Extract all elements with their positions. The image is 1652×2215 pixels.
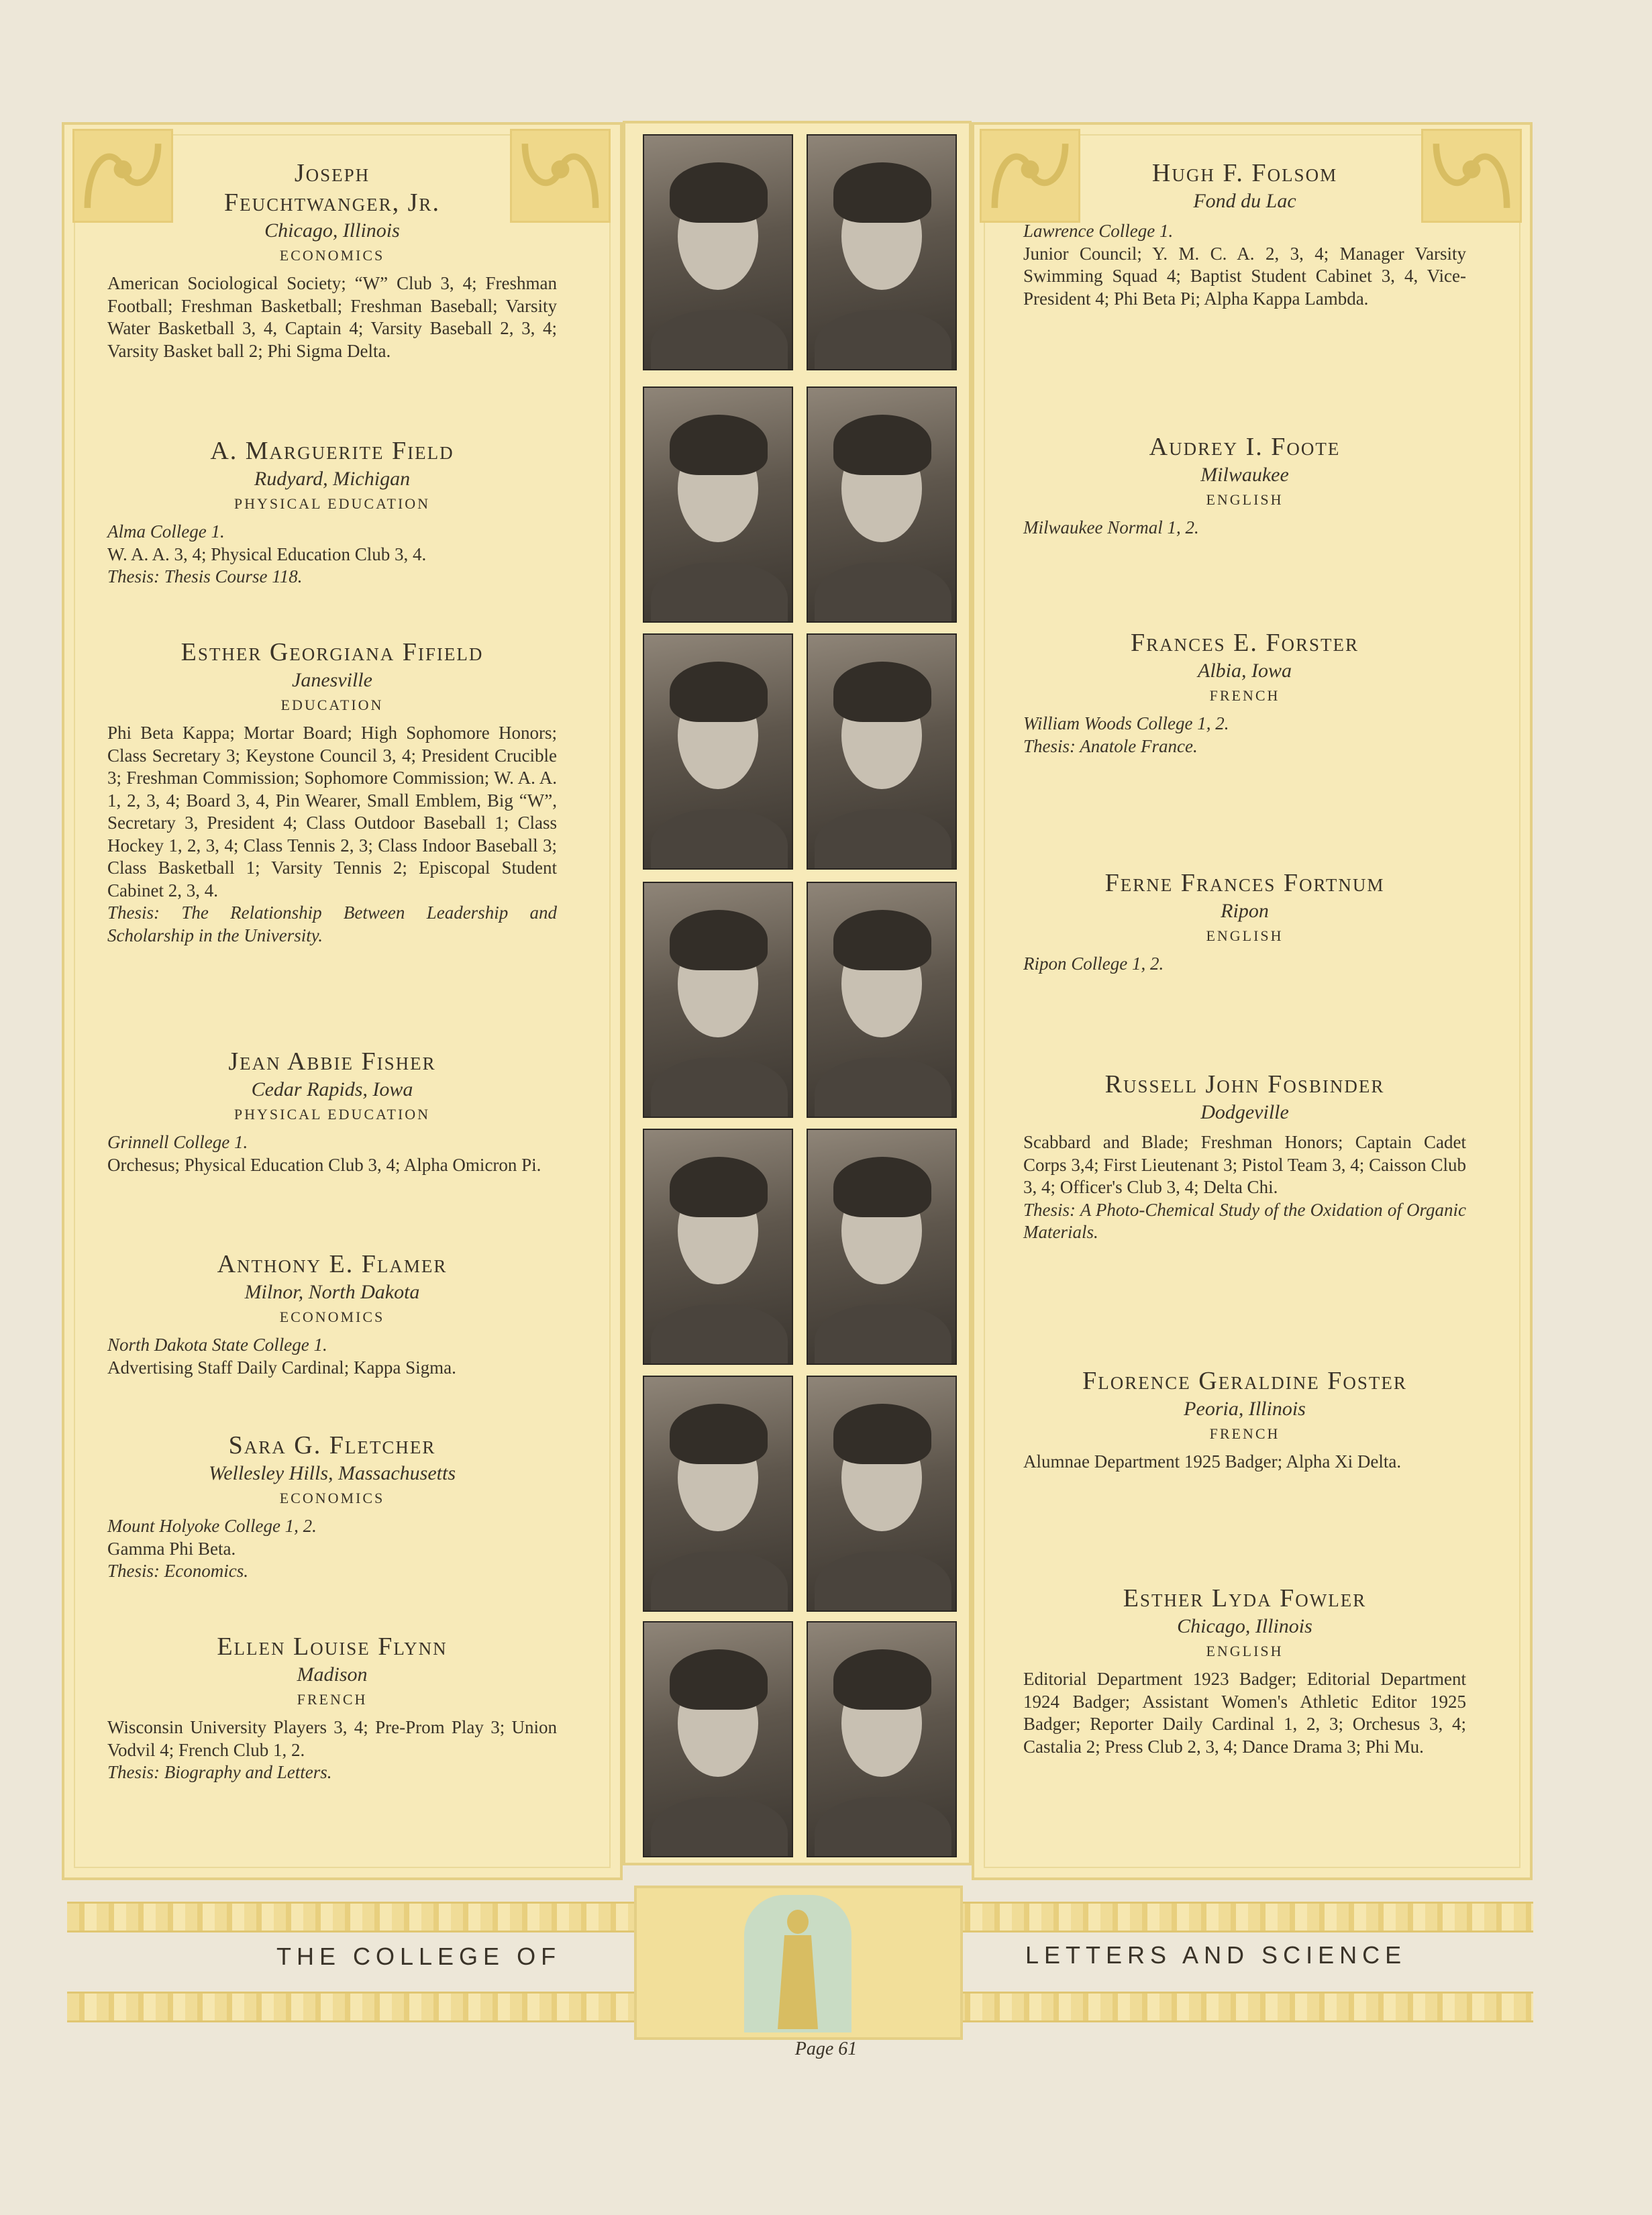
entry-hometown: Fond du Lac [1193, 190, 1296, 212]
entry-name: Hugh F. Folsom [1151, 159, 1338, 187]
entry-hometown: Madison [297, 1663, 368, 1686]
entry-activities: W. A. A. 3, 4; Physical Education Club 3, 4. [107, 544, 427, 564]
portrait-photo [807, 134, 957, 370]
entry-department: EDUCATION [280, 697, 384, 713]
entry-department: ECONOMICS [279, 247, 385, 264]
entry-fifield [107, 637, 557, 947]
entry-name: Esther Georgiana Fifield [180, 638, 484, 666]
entry-name: Sara G. Fletcher [228, 1431, 436, 1459]
entry-department: ENGLISH [1206, 927, 1284, 944]
entry-name: Joseph [294, 159, 370, 187]
crest-ornament [634, 1886, 963, 2040]
figure-crest-icon [744, 1895, 851, 2032]
entry-thesis: Thesis: Economics. [107, 1561, 248, 1581]
entry-department: PHYSICAL EDUCATION [234, 1106, 431, 1123]
entry-thesis: Thesis: A Photo-Chemical Study of the Oxidation of Organic Materials. [1023, 1199, 1466, 1242]
entry-hometown: Chicago, Illinois [1177, 1615, 1312, 1637]
entry-activities: American Sociological Society; “W” Club 3, 4; Freshman Football; Freshman Basketball; Freshman Baseball; Varsity Water Basketball 3, 4, Captain 4; Varsity Baseball 2, 3, 4; Varsity Basket ball 2; Phi Sigma Delta. [107, 273, 557, 361]
entry-hometown: Cedar Rapids, Iowa [251, 1078, 413, 1100]
entry-name: Ferne Frances Fortnum [1104, 869, 1385, 897]
entry-prior-college: Milwaukee Normal 1, 2. [1023, 517, 1199, 537]
entry-forster [1023, 628, 1466, 758]
left-panel-border [74, 134, 611, 1868]
entry-thesis: Thesis: Anatole France. [1023, 735, 1198, 756]
entry-folsom [1023, 158, 1466, 310]
entry-hometown: Milwaukee [1200, 464, 1289, 486]
portrait-photo [807, 387, 957, 623]
portrait-photo [643, 134, 793, 370]
entry-activities: Scabbard and Blade; Freshman Honors; Captain Cadet Corps 3,4; First Lieutenant 3; Pistol Team 3, 4; Caisson Club 3, 4; Officer's Club 3, 4; Delta Chi. [1023, 1132, 1466, 1197]
portrait-photo [807, 1129, 957, 1365]
entry-activities: Alumnae Department 1925 Badger; Alpha Xi Delta. [1023, 1451, 1402, 1472]
left-panel [62, 122, 623, 1880]
entry-name: Russell John Fosbinder [1104, 1070, 1385, 1098]
entry-prior-college: Grinnell College 1. [107, 1132, 248, 1152]
entry-fletcher [107, 1431, 557, 1583]
entry-hometown: Rudyard, Michigan [254, 468, 411, 490]
entry-activities: Wisconsin University Players 3, 4; Pre-Prom Play 3; Union Vodvil 4; French Club 1, 2. [107, 1717, 557, 1760]
portrait-photo [643, 1621, 793, 1857]
entry-activities: Advertising Staff Daily Cardinal; Kappa Sigma. [107, 1357, 456, 1378]
entry-department: ENGLISH [1206, 491, 1284, 508]
photo-column [623, 121, 972, 1865]
entry-department: ECONOMICS [279, 1490, 385, 1506]
page-number: Page 61 [794, 2039, 858, 2059]
entry-flamer [107, 1249, 557, 1379]
entry-prior-college: Mount Holyoke College 1, 2. [107, 1516, 317, 1536]
entry-name: Jean Abbie Fisher [228, 1047, 436, 1076]
entry-name: Esther Lyda Fowler [1123, 1584, 1367, 1612]
entry-feuchtwanger [107, 158, 557, 362]
portrait-photo [807, 1376, 957, 1612]
entry-fortnum [1023, 868, 1466, 976]
entry-hometown: Wellesley Hills, Massachusetts [208, 1462, 456, 1484]
entry-prior-college: North Dakota State College 1. [107, 1335, 327, 1355]
entry-hometown: Milnor, North Dakota [244, 1281, 420, 1303]
entry-thesis: Thesis: Thesis Course 118. [107, 566, 303, 586]
entry-hometown: Janesville [292, 669, 372, 691]
portrait-photo [643, 1376, 793, 1612]
entry-fisher [107, 1047, 557, 1176]
entry-prior-college: Ripon College 1, 2. [1023, 954, 1164, 974]
footer-left-title: THE COLLEGE OF [276, 1943, 562, 1970]
entry-name: Ellen Louise Flynn [217, 1633, 448, 1661]
entry-department: FRENCH [1209, 1425, 1280, 1442]
entry-department: ENGLISH [1206, 1643, 1284, 1659]
entry-hometown: Dodgeville [1200, 1101, 1289, 1123]
entry-activities: Editorial Department 1923 Badger; Editorial Department 1924 Badger; Assistant Women's Athletic Editor 1925 Badger; Reporter Daily Cardinal 1, 2, 3; Orchesus 3, 4; Castalia 2; Press Club 2, 3, 4; Dance Drama 3; Phi Mu. [1023, 1669, 1466, 1757]
entry-foster [1023, 1366, 1466, 1474]
entry-prior-college: William Woods College 1, 2. [1023, 713, 1229, 733]
entry-activities: Junior Council; Y. M. C. A. 2, 3, 4; Manager Varsity Swimming Squad 4; Baptist Student Cabinet 3, 4, Vice-President 4; Phi Beta Pi; Alpha Kappa Lambda. [1023, 243, 1466, 309]
entry-department: FRENCH [297, 1691, 368, 1708]
entry-fosbinder [1023, 1070, 1466, 1244]
portrait-photo [643, 882, 793, 1118]
portrait-photo [643, 633, 793, 870]
entry-name: Florence Geraldine Foster [1082, 1367, 1407, 1395]
portrait-photo [807, 633, 957, 870]
entry-thesis: Thesis: Biography and Letters. [107, 1762, 332, 1782]
entry-hometown: Albia, Iowa [1198, 660, 1292, 682]
entry-name: Frances E. Forster [1130, 629, 1359, 657]
entry-prior-college: Lawrence College 1. [1023, 221, 1174, 241]
portrait-photo [807, 882, 957, 1118]
entry-department: ECONOMICS [279, 1308, 385, 1325]
entry-hometown: Peoria, Illinois [1184, 1398, 1306, 1420]
entry-activities: Orchesus; Physical Education Club 3, 4; Alpha Omicron Pi. [107, 1154, 541, 1175]
entry-department: FRENCH [1209, 687, 1280, 704]
entry-name: A. Marguerite Field [210, 437, 454, 465]
entry-name: Feuchtwanger, Jr. [224, 189, 440, 217]
entry-thesis: Thesis: The Relationship Between Leadership and Scholarship in the University. [107, 903, 557, 945]
entry-prior-college: Alma College 1. [107, 521, 225, 542]
entry-name: Anthony E. Flamer [217, 1250, 448, 1278]
entry-hometown: Chicago, Illinois [264, 219, 400, 242]
entry-flynn [107, 1632, 557, 1784]
entry-name: Audrey I. Foote [1149, 433, 1341, 461]
entry-fowler [1023, 1584, 1466, 1758]
portrait-photo [643, 387, 793, 623]
entry-foote [1023, 432, 1466, 539]
entry-hometown: Ripon [1221, 900, 1269, 922]
entry-activities: Gamma Phi Beta. [107, 1538, 236, 1559]
entry-field [107, 436, 557, 588]
portrait-photo [807, 1621, 957, 1857]
entry-activities: Phi Beta Kappa; Mortar Board; High Sophomore Honors; Class Secretary 3; Keystone Council 3, 4; President Crucible 3; Freshman Commission; Sophomore Commission; W. A. A. 1, 2, 3, 4; Board 3, 4, Pin Wearer, Small Emblem, Big “W”, Secretary 3, President 4; Class Outdoor Baseball 1; Class Hockey 1, 2, 3, 4; Class Tennis 2, 3; Class Indoor Baseball 3; Class Basketball 1; Varsity Tennis 2; Episcopal Student Cabinet 2, 3, 4. [107, 723, 557, 900]
portrait-photo [643, 1129, 793, 1365]
footer-right-title: LETTERS AND SCIENCE [1025, 1941, 1407, 1969]
entry-department: PHYSICAL EDUCATION [234, 495, 431, 512]
